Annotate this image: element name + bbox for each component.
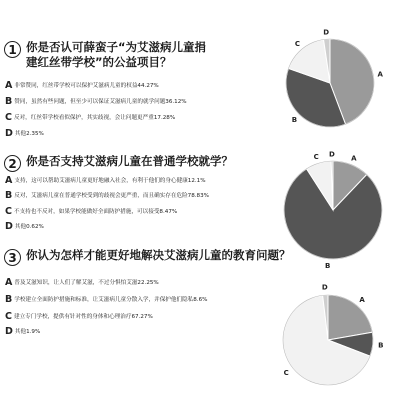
question-3-option-b: B学校建立全面防护措施和标准，让艾滋病儿童分散入学，并保护他们隐私8.6%	[5, 294, 208, 305]
question-1-pie-chart	[285, 28, 383, 128]
pie-label-a: A	[359, 295, 365, 304]
question-3-pie-chart	[282, 283, 384, 386]
pie-label-c: C	[294, 40, 301, 49]
question-2-option-a: A支持，这可以帮助艾滋病儿童更好地融入社会，有利于他们的身心健康12.1%	[5, 175, 206, 186]
question-3-number: 3	[4, 249, 21, 266]
question-2-title: 你是否支持艾滋病儿童在普通学校就学？	[26, 154, 233, 168]
pie-label-b: B	[325, 262, 331, 271]
question-3-title: 你认为怎样才能更好地解决艾滋病儿童的教育问题？	[26, 248, 291, 262]
question-2-number: 2	[4, 155, 21, 172]
pie-label-a: A	[377, 70, 383, 79]
pie-label-d: D	[323, 28, 330, 37]
pie-label-d: D	[321, 283, 328, 292]
pie-label-c: C	[283, 369, 289, 378]
question-1-option-b: B赞同，虽然有些问题，但至少可以保证艾滋病儿童的就学问题36.12%	[5, 96, 187, 107]
question-2-header	[4, 154, 233, 172]
question-3-option-a: A普及艾滋知识，让人们了解艾滋，不过分惧怕艾滋22.25%	[5, 277, 159, 288]
question-1-option-d: D其他2.35%	[5, 128, 44, 139]
pie-label-c: C	[313, 153, 319, 162]
question-3-option-c: C建立专门学校，提供有针对性的身体和心理治疗67.27%	[5, 311, 153, 322]
question-2-option-d: D其他0.62%	[5, 221, 44, 232]
question-1-header	[4, 40, 206, 70]
question-1-option-a: A非常赞同，红丝带学校可以保护艾滋病儿童的权益44.27%	[5, 80, 159, 91]
question-2-pie-chart	[283, 150, 383, 271]
pie-label-b: B	[378, 341, 384, 350]
question-3-header	[4, 248, 291, 266]
question-2-option-c: C不支持也不反对，如果学校能做好全面防护措施，可以接受8.47%	[5, 206, 178, 217]
question-1-option-c: C反对，红丝带学校看似保护，其实歧视，会让问题更严重17.28%	[5, 112, 176, 123]
pie-label-d: D	[328, 150, 335, 159]
pie-label-a: A	[351, 154, 357, 163]
question-2-option-b: B反对，艾滋病儿童在普通学校受到的歧视会更严重，而且确实存在危险78.83%	[5, 190, 209, 201]
question-1-number: 1	[4, 41, 21, 58]
question-1-title: 你是否认可薛蛮子“为艾滋病儿童捐 建红丝带学校”的公益项目？	[26, 40, 207, 69]
pie-label-b: B	[291, 116, 298, 124]
question-3-option-d: D其他1.9%	[5, 326, 41, 337]
